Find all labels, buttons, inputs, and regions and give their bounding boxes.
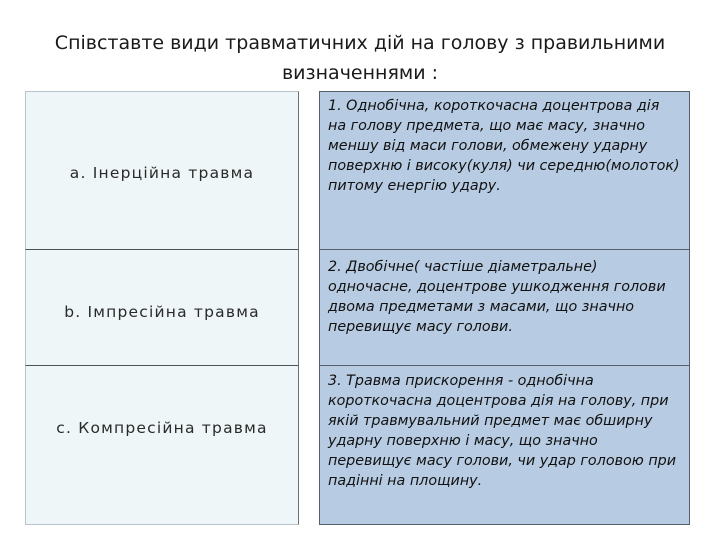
definition-cell-3	[319, 366, 690, 525]
slide-title: Співставте види травматичних дій на голову з правильними визначеннями :	[54, 32, 666, 84]
definition-text: 2. Двобічне( частіше діаметральне) одночасне, доцентрове ушкодження голови двома предметами з масами, що значно перевищує масу голови.	[328, 259, 666, 335]
term-label: с. Компресійна травма	[56, 419, 268, 437]
definition-cell-1	[319, 91, 690, 250]
term-cell-b	[25, 250, 299, 366]
term-cell-c	[25, 366, 299, 525]
definition-cell-2	[319, 250, 690, 366]
definition-text: 3. Травма прискорення - однобічна короткочасна доцентрова дія на голову, при якій травмувальний предмет має обширну ударну поверхню і масу, що значно перевищує масу голови, чи удар головою при падінні на площину.	[328, 373, 677, 489]
term-label: а. Інерційна травма	[69, 164, 255, 182]
term-cell-a	[25, 91, 299, 250]
definition-text: 1. Однобічна, короткочасна доцентрова дія на голову предмета, що має масу, значно меншу від маси голови, обмежену ударну поверхню і високу(куля) чи середню(молоток) питому енергію удару.	[328, 98, 680, 194]
term-label: b. Імпресійна травма	[64, 303, 260, 321]
